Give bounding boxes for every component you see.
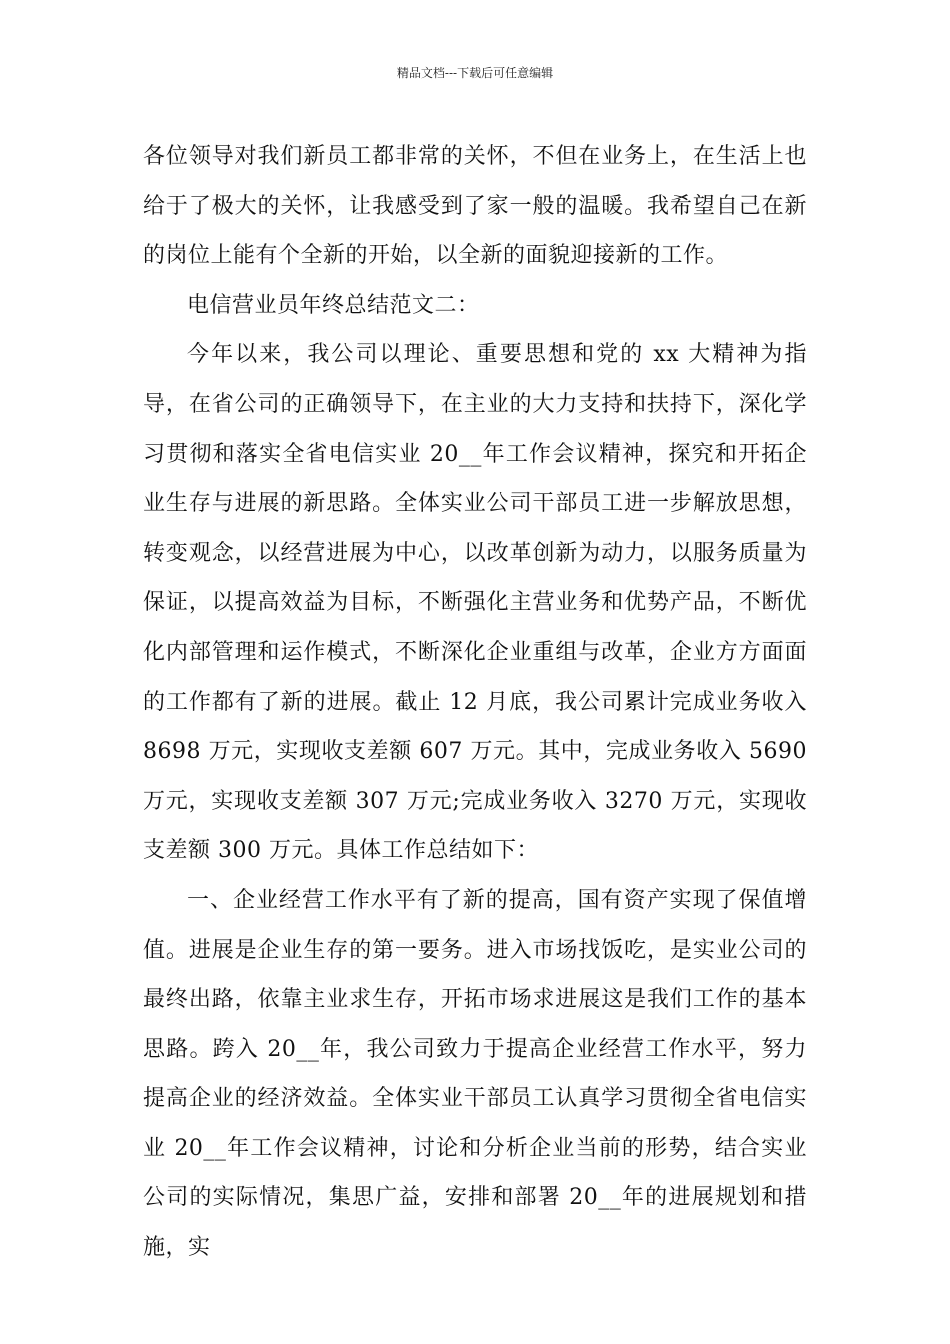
paragraph-summary: 今年以来，我公司以理论、重要思想和党的 xx 大精神为指导，在省公司的正确领导下，在主业的大力支持和扶持下，深化学习贯彻和落实全省电信实业 20__年工作会议精神，探究和开拓企业生存与进展的新思路。全体实业公司干部员工进一步解放思想，转变观念，以经营进展为中心，以改革创新为动力，以服务质量为保证，以提高效益为目标，不断强化主营业务和优势产品，不断优化内部管理和运作模式，不断深化企业重组与改革，企业方方面面的工作都有了新的进展。截止 12 月底，我公司累计完成业务收入 8698 万元，实现收支差额 607 万元。其中，完成业务收入 5690 万元，实现收支差额 307 万元;完成业务收入 3270 万元，实现收支差额 300 万元。具体工作总结如下： bbox=[143, 342, 807, 864]
section-heading: 电信营业员年终总结范文二： bbox=[187, 292, 480, 318]
document-body bbox=[143, 132, 807, 1273]
paragraph-intro: 各位领导对我们新员工都非常的关怀，不但在业务上，在生活上也给于了极大的关怀，让我感受到了家一般的温暖。我希望自己在新的岗位上能有个全新的开始，以全新的面貌迎接新的工作。 bbox=[143, 144, 807, 269]
page-header: 精品文档---下载后可任意编辑 bbox=[396, 66, 554, 80]
paragraph-section-one: 一、企业经营工作水平有了新的提高，国有资产实现了保值增值。进展是企业生存的第一要务。进入市场找饭吃，是实业公司的最终出路，依靠主业求生存，开拓市场求进展这是我们工作的基本思路。跨入 20__年，我公司致力于提高企业经营工作水平，努力提高企业的经济效益。全体实业干部员工认真学习贯彻全省电信实业 20__年工作会议精神，讨论和分析企业当前的形势，结合实业公司的实际情况，集思广益，安排和部署 20__年的进展规划和措施，实 bbox=[143, 887, 807, 1261]
